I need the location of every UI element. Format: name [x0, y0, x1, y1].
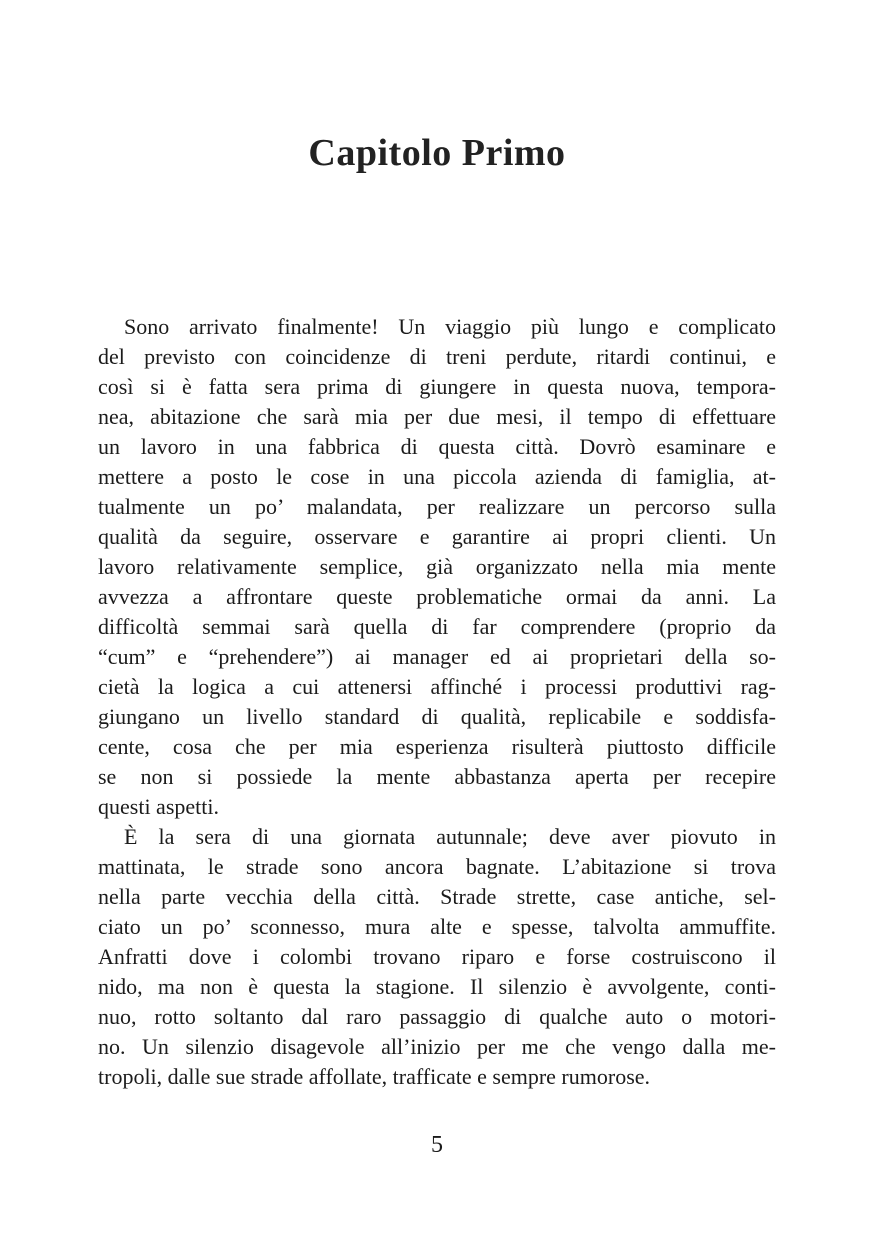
text-line: giungano un livello standard di qualità, replicabile e soddisfa- — [98, 704, 776, 729]
text-line: nuo, rotto soltanto dal raro passaggio di qualche auto o motori- — [98, 1004, 776, 1029]
text-line: mettere a posto le cose in una piccola azienda di famiglia, at- — [98, 464, 776, 489]
text-line: difficoltà semmai sarà quella di far comprendere (proprio da — [98, 614, 776, 639]
text-line: se non si possiede la mente abbastanza aperta per recepire — [98, 764, 776, 789]
text-line: così si è fatta sera prima di giungere in questa nuova, tempora- — [98, 374, 776, 399]
text-line: no. Un silenzio disagevole all’inizio per me che vengo dalla me- — [98, 1034, 776, 1059]
text-line: tualmente un po’ malandata, per realizzare un percorso sulla — [98, 494, 776, 519]
page-title: Capitolo Primo — [308, 132, 566, 174]
text-line: Anfratti dove i colombi trovano riparo e forse costruiscono il — [98, 944, 776, 969]
text-line: mattinata, le strade sono ancora bagnate. L’abitazione si trova — [98, 854, 776, 879]
text-line: lavoro relativamente semplice, già organizzato nella mia mente — [98, 554, 776, 579]
text-line: del previsto con coincidenze di treni perdute, ritardi continui, e — [98, 344, 776, 369]
text-line: Sono arrivato finalmente! Un viaggio più lungo e complicato — [124, 314, 776, 339]
body-text — [98, 312, 776, 1092]
text-line: nella parte vecchia della città. Strade strette, case antiche, sel- — [98, 884, 776, 909]
text-line: È la sera di una giornata autunnale; deve aver piovuto in — [124, 824, 776, 849]
paragraph — [98, 312, 776, 822]
text-line: avvezza a affrontare queste problematiche ormai da anni. La — [98, 584, 776, 609]
text-line: qualità da seguire, osservare e garantire ai propri clienti. Un — [98, 524, 776, 549]
text-line: cente, cosa che per mia esperienza risulterà piuttosto difficile — [98, 734, 776, 759]
page-number: 5 — [431, 1132, 443, 1158]
paragraph — [98, 822, 776, 1092]
text-line: un lavoro in una fabbrica di questa città. Dovrò esaminare e — [98, 434, 776, 459]
text-line: nea, abitazione che sarà mia per due mesi, il tempo di effettuare — [98, 404, 776, 429]
text-line: questi aspetti. — [98, 794, 219, 819]
text-line: “cum” e “prehendere”) ai manager ed ai proprietari della so- — [98, 644, 776, 669]
text-line: tropoli, dalle sue strade affollate, trafficate e sempre rumorose. — [98, 1064, 651, 1089]
text-line: ciato un po’ sconnesso, mura alte e spesse, talvolta ammuffite. — [98, 914, 776, 939]
text-line: nido, ma non è questa la stagione. Il silenzio è avvolgente, conti- — [98, 974, 776, 999]
text-line: cietà la logica a cui attenersi affinché i processi produttivi rag- — [98, 674, 776, 699]
